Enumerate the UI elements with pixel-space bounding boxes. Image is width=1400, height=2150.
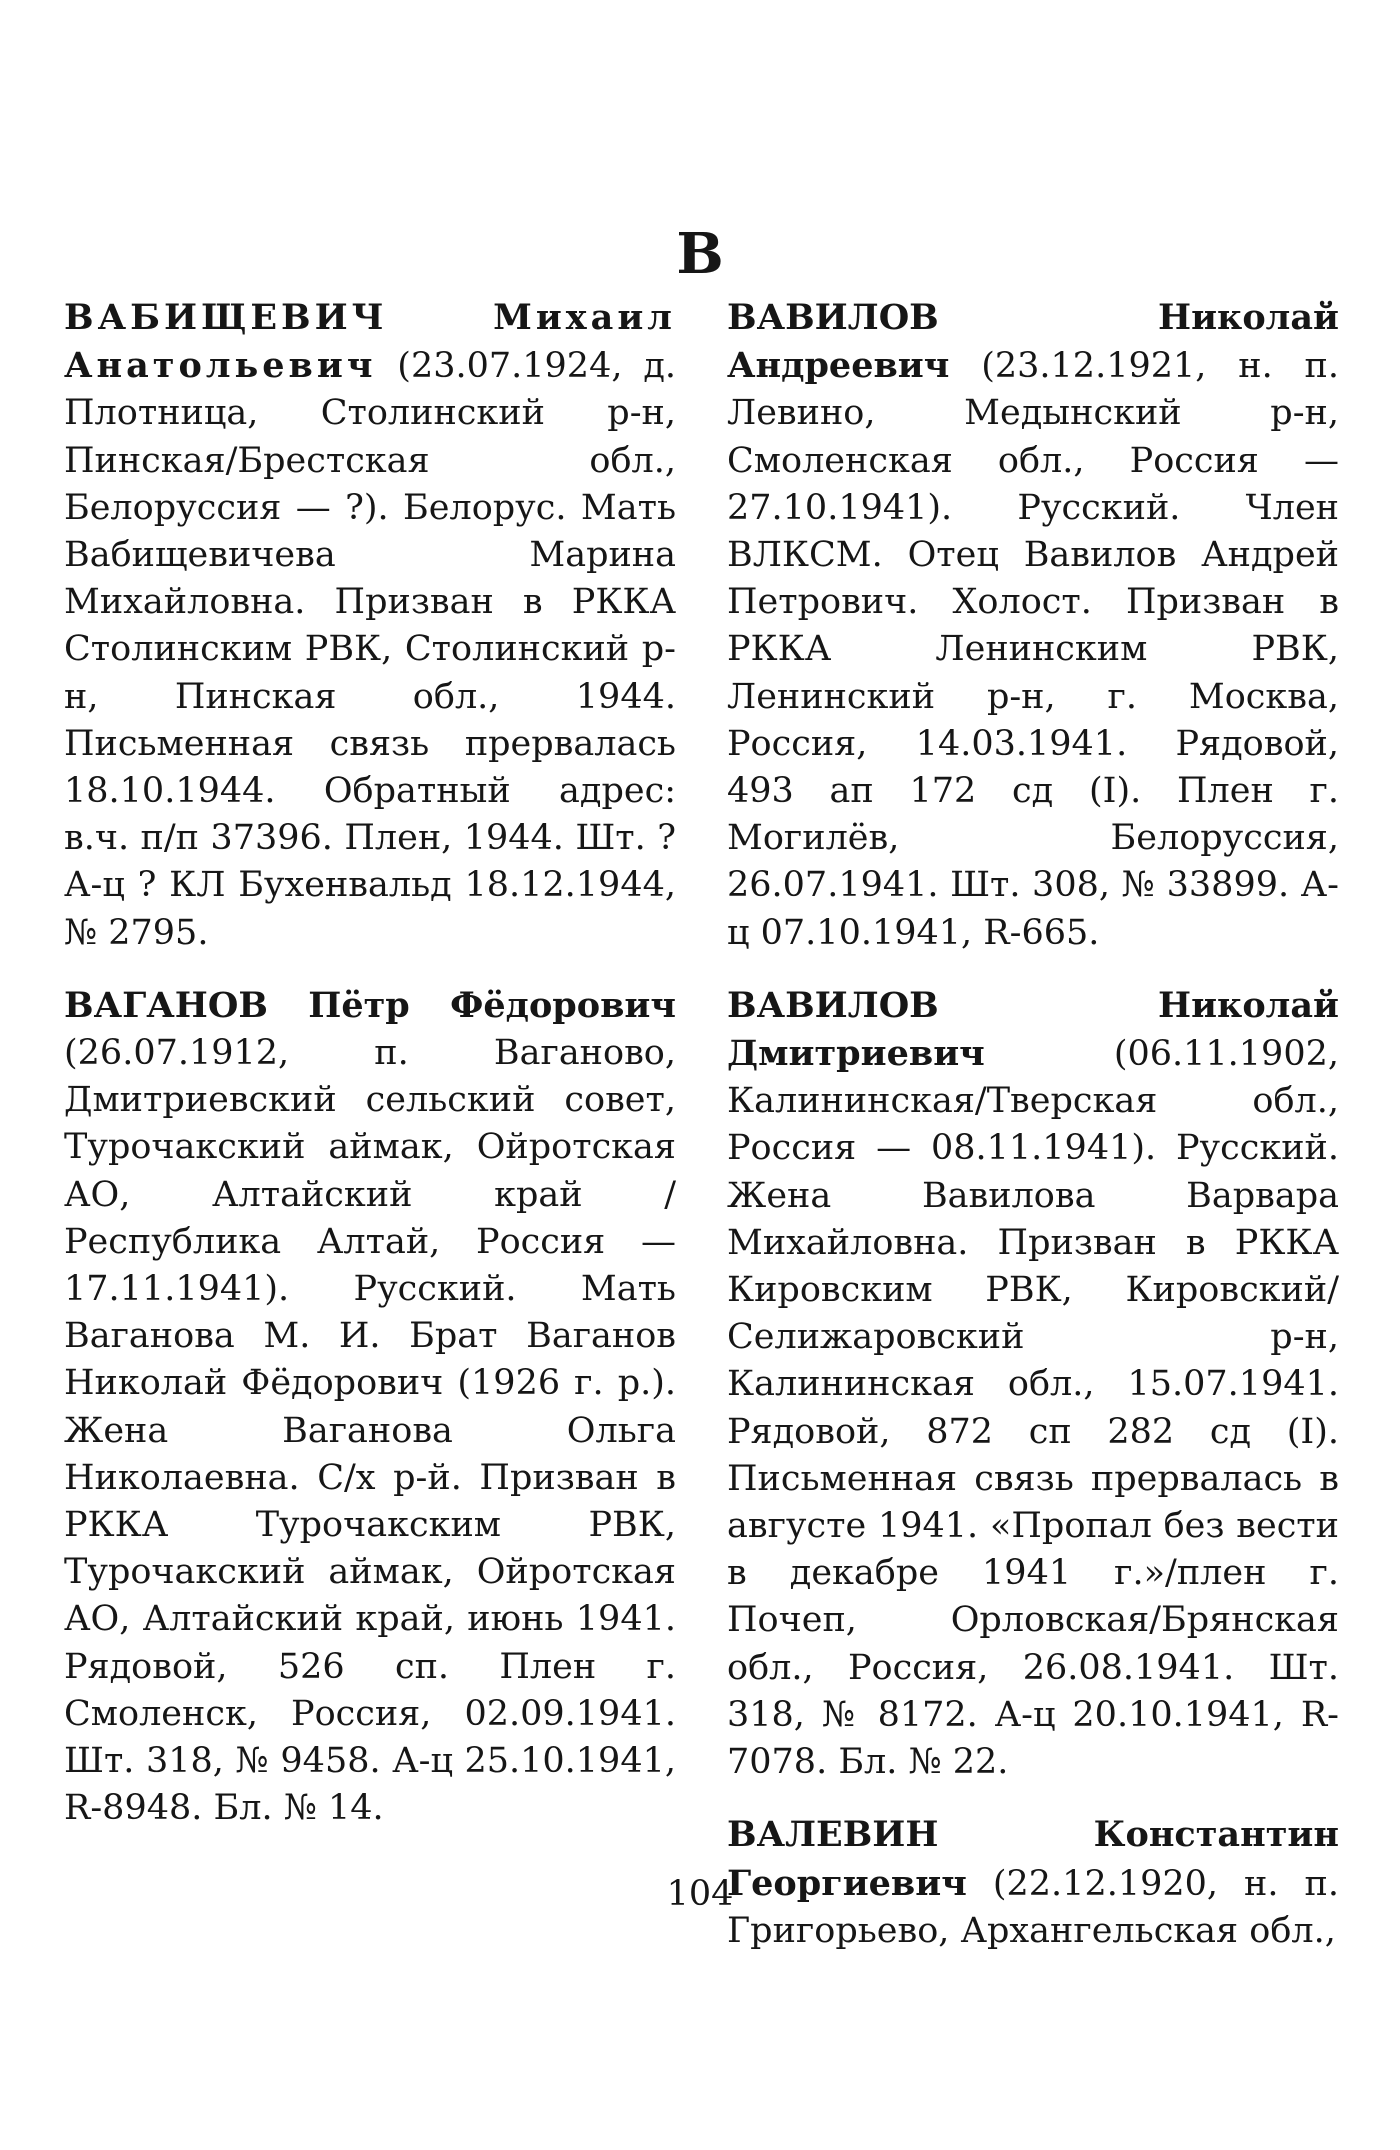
entry-name: ВАВИЛОВ Николай Дмитриевич <box>727 984 1339 1075</box>
entry-vavilov-nikolai-dmitrievich <box>727 982 1339 1786</box>
entry-name: ВАГАНОВ Пётр Фёдорович <box>64 984 676 1026</box>
entry-vaganov <box>64 982 676 1833</box>
right-column <box>727 294 1339 1980</box>
entry-text: (26.07.1912, п. Ваганово, Дмитриевский сельский совет, Турочакский аймак, Ойротская АО, Алтайский край / Республика Алтай, Россия — 17.11.1941). Русский. Мать Ваганова М. И. Брат Ваганов Николай Фёдорович (1926 г. р.). Жена Ваганова Ольга Николаевна. С/х р-й. Призван в РККА Турочакским РВК, Турочакский аймак, Ойротская АО, Алтайский край, июнь 1941. Рядовой, 526 сп. Плен г. Смоленск, Россия, 02.09.1941. Шт. 318, № 9458. А-ц 25.10.1941, R-8948. Бл. № 14. <box>64 1033 676 1829</box>
entry-text: (06.11.1902, Калининская/Тверская обл., Россия — 08.11.1941). Русский. Жена Вавилова Варвара Михайловна. Призван в РККА Кировским РВК, Кировский/ Селижаровский р-н, Калининская обл., 15.07.1941. Рядовой, 872 сп 282 сд (I). Письменная связь прервалась в августе 1941. «Пропал без вести в декабре 1941 г.»/плен г. Почеп, Орловская/Брянская обл., Россия, 26.08.1941. Шт. 318, № 8172. А-ц 20.10.1941, R-7078. Бл. № 22. <box>727 1034 1339 1783</box>
entry-vabishchevich <box>64 294 676 957</box>
entry-text: (22.12.1920, н. п. Григорьево, Архангельская обл., <box>727 1863 1339 1951</box>
left-column <box>64 294 676 1858</box>
entry-text: (23.12.1921, н. п. Левино, Медынский р-н, Смоленская обл., Россия — 27.10.1941). Русский. Член ВЛКСМ. Отец Вавилов Андрей Петрович. Холост. Призван в РККА Ленинским РВК, Ленинский р-н, г. Москва, Россия, 14.03.1941. Рядовой, 493 ап 172 сд (I). Плен г. Могилёв, Белоруссия, 26.07.1941. Шт. 308, № 33899. А-ц 07.10.1941, R-665. <box>727 346 1339 953</box>
entry-text: (23.07.1924, д. Плотница, Столинский р-н, Пинская/Брестская обл., Белоруссия — ?). Белорус. Мать Вабищевичева Марина Михайловна. Призван в РККА Столинским РВК, Столинский р-н, Пинская обл., 1944. Письменная связь прервалась 18.10.1944. Обратный адрес: в.ч. п/п 37396. Плен, 1944. Шт. ? А-ц ? КЛ Бухенвальд 18.12.1944, № 2795. <box>64 346 676 953</box>
entry-name: ВАЛЕВИН Константин Георгиевич <box>727 1814 1339 1904</box>
page-number: 104 <box>666 1874 734 1914</box>
entry-name: ВАВИЛОВ Николай Андреевич <box>727 297 1339 387</box>
entry-name: ВАБИЩЕВИЧ Михаил Анатольевич <box>64 297 676 387</box>
entry-vavilov-nikolai-andreevich <box>727 294 1339 957</box>
section-letter: В <box>676 221 724 287</box>
